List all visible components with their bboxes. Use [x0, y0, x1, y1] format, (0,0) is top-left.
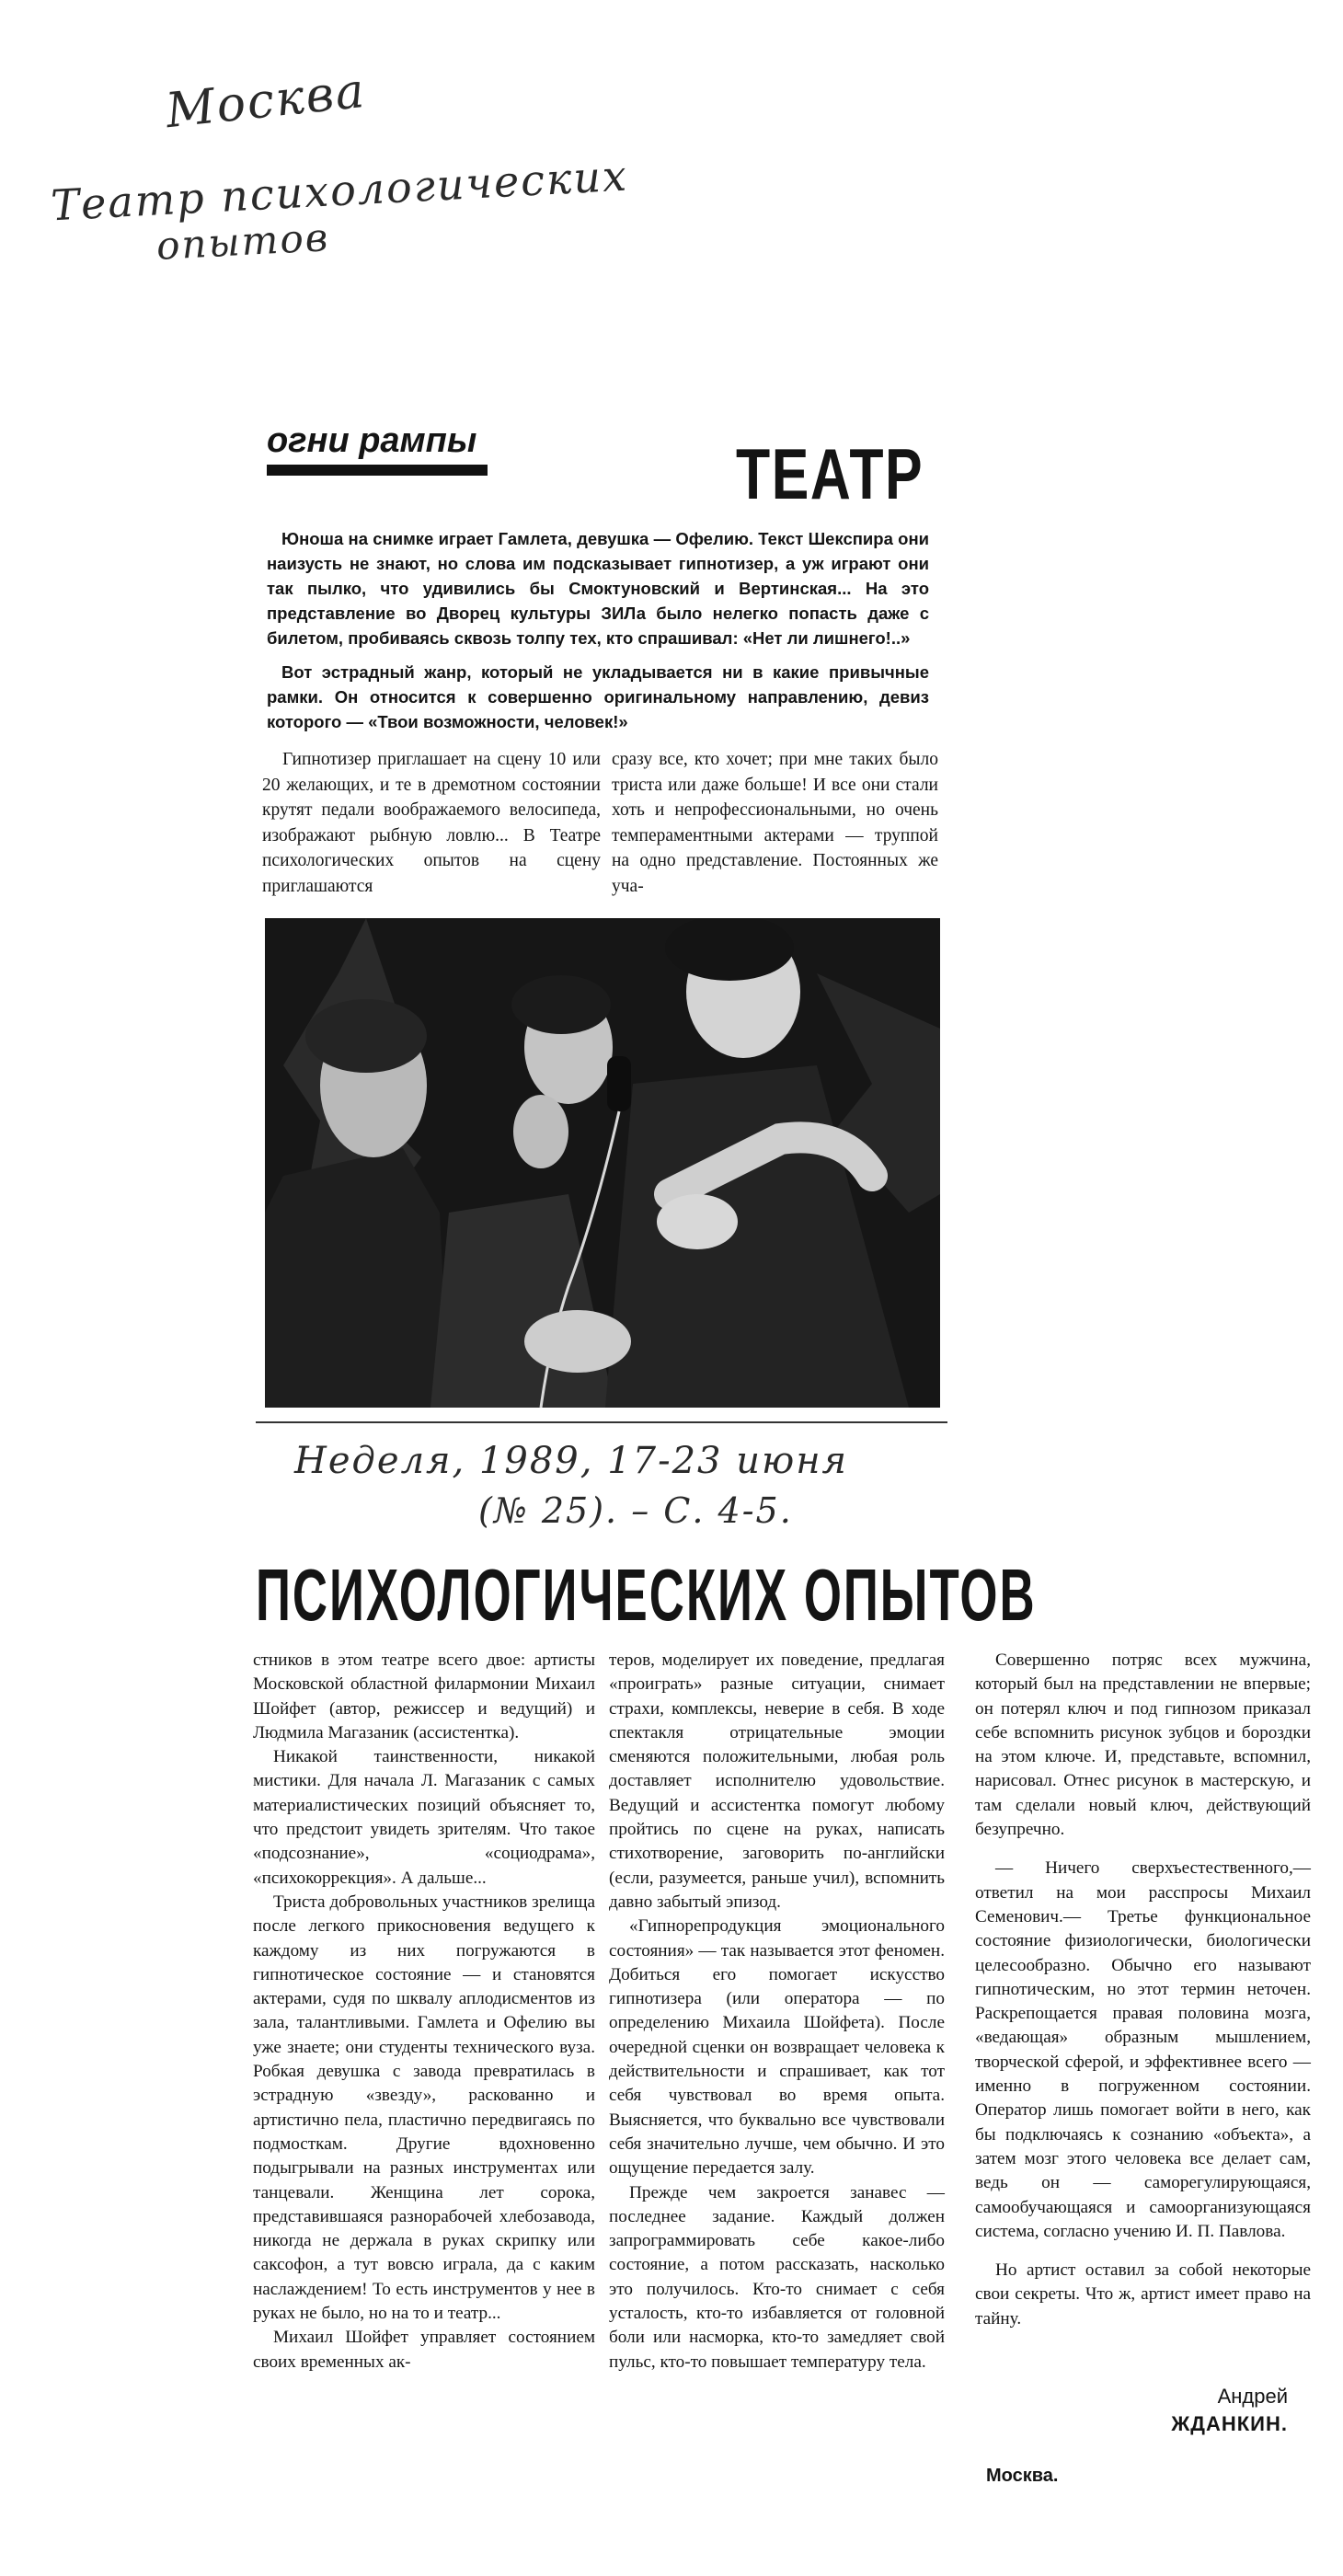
body-paragraph: теров, моделирует их поведение, предлагая «проиграть» разные ситуации, снимает страхи, комплексы, неверие в себя. В ходе спектакля отрицательные эмоции сменяются положительными, любая роль доставляет исполнителю удовольствие. Ведущий и ассистентка помогут любому пройтись по сцене на руках, написать стихотворение, заговорить по-английски (если, разумеется, раньше учил), вспомнить давно забытый эпизод.: [609, 1650, 945, 1912]
body-column-3: [975, 1649, 1311, 2346]
body-paragraph: стников в этом театре всего двое: артисты Московской областной филармонии Михаил Шойфет (автор, режиссер и ведущий) и Людмила Магазаник (ассистентка).: [253, 1650, 595, 1742]
author-last-name: ЖДАНКИН.: [1171, 2412, 1288, 2435]
lead-paragraph: Юноша на снимке играет Гамлета, девушка — Офелию. Текст Шекспира они наизусть не знают, но слова им подсказывает гипнотизер, а уж играют они так пылко, что удивились бы Смоктуновский и Вертинская... На это представление во Дворец культуры ЗИЛа было нелегко попасть даже с билетом, пробиваясь сквозь толпу тех, кто спрашивал: «Нет ли лишнего!..»: [267, 529, 929, 648]
body-paragraph: Михаил Шойфет управляет состоянием своих временных ак-: [253, 2328, 595, 2372]
divider-rule: [256, 1421, 947, 1423]
body-paragraph: Никакой таинственности, никакой мистики. Для начала Л. Магазаник с самых материалистических позиций объясняет то, что предстоит увидеть зрителям. Что такое «подсознание», «социодрама», «психокоррекция». А дальше...: [253, 1747, 595, 1888]
body-paragraph: «Гипнорепродукция эмоционального состояния» — так называется этот феномен. Добиться его помогает искусство гипнотизера (или оператора — по определению Михаила Шойфета). После очередной сценки он возвращает человека к действительности и спрашивает, как тот себя чувствовал во время опыта. Выясняется, что буквально все чувствовали себя значительно лучше, чем обычно. И это ощущение передается залу.: [609, 1916, 945, 2179]
lead-paragraphs: [267, 526, 929, 743]
rubric-underline: [267, 465, 488, 476]
section-title: ТЕАТР: [736, 433, 924, 514]
body-paragraph: Но артист оставил за собой некоторые свои секреты. Что ж, артист имеет право на тайну.: [975, 2260, 1311, 2329]
handwritten-source-note-line1: Неделя, 1989, 17-23 июня: [294, 1440, 849, 1482]
article-headline: ПСИХОЛОГИЧЕСКИХ ОПЫТОВ: [256, 1554, 1037, 1636]
handwritten-title-note-line1: Театр психологических: [50, 150, 630, 231]
intro-paragraph: сразу все, кто хочет; при мне таких было триста или даже больше! И все они стали хоть и непрофессиональными, но очень темпераментными актерами — труппой на одно представление. Постоянных же уча-: [612, 750, 938, 896]
handwritten-city-note: Москва: [163, 63, 369, 140]
body-paragraph: Совершенно потряс всех мужчина, который был на представлении не впервые; он потерял ключ и под гипнозом приказал себе вспомнить рисунок зубцов и бороздки на этом ключе. И, представьте, вспомнил, нарисовал. Отнес рисунок в мастерскую, и там сделали новый ключ, действующий безупречно.: [975, 1650, 1311, 1840]
photo-illustration: [265, 918, 940, 1408]
handwritten-title-note-line2: опытов: [155, 214, 331, 269]
body-paragraph: — Ничего сверхъестественного,— ответил на мои расспросы Михаил Семенович.— Третье функциональное состояние физиологически, биологически целесообразно. Обычно его называют гипнотическим, но этот термин неточен. Раскрепощается правая половина мозга, «ведающая» образным мышлением, творческой сферой, и эффективнее всего — именно в погруженном состоянии. Оператор лишь помогает войти в него, как бы подключаясь к сознанию «объекта», а затем мозг этого человека все делает сам, ведь он — саморегулирующаяся, самообучающаяся и самоорганизующаяся система, согласно учению И. П. Павлова.: [975, 1858, 1311, 2241]
body-column-2: [609, 1649, 945, 2375]
stage-photo: [265, 918, 940, 1408]
rubric-label: огни рампы: [267, 421, 477, 460]
body-column-1: [253, 1649, 595, 2375]
intro-paragraph: Гипнотизер приглашает на сцену 10 или 20 желающих, и те в дремотном состоянии крутят педали воображаемого велосипеда, изображают рыбную ловлю... В Театре психологических опытов на сцену приглашаются: [262, 750, 601, 896]
rubric: [267, 421, 488, 476]
author-signature: [1104, 2383, 1288, 2438]
intro-column-right: [612, 747, 938, 900]
body-paragraph: Прежде чем закроется занавес — последнее задание. Каждый должен запрограммировать себе какое-либо состояние, а потом рассказать, насколько это получилось. Кто-то снимает с себя усталость, кто-то избавляется от головной боли или насморка, кто-то замедляет свой пульс, кто-то повышает температуру тела.: [609, 2182, 945, 2372]
handwritten-source-note-line2: (№ 25). – С. 4-5.: [478, 1490, 793, 1531]
dateline-place: Москва.: [986, 2466, 1059, 2486]
lead-paragraph: Вот эстрадный жанр, который не укладывается ни в какие привычные рамки. Он относится к совершенно оригинальному направлению, девиз которого — «Твои возможности, человек!»: [267, 662, 929, 731]
body-paragraph: Триста добровольных участников зрелища после легкого прикосновения ведущего к каждому из них погружаются в гипнотическое состояние — и становятся актерами, судя по шквалу аплодисментов из зала, талантливыми. Гамлета и Офелию вы уже знаете; они студенты технического вуза. Робкая девушка с завода превратилась в эстрадную «звезду», раскованно и артистично пела, пластично передвигаясь по подмосткам. Другие вдохновенно подыгрывали на разных инструментах или танцевали. Женщина лет сорока, представившаяся разнорабочей хлебозавода, никогда не держала в руках скрипку или саксофон, а тут вовсю играла, да с каким наслаждением! То есть инструментов у нее в руках не было, но на то и театр...: [253, 1892, 595, 2324]
author-first-name: Андрей: [1217, 2385, 1288, 2408]
intro-column-left: [262, 747, 601, 900]
